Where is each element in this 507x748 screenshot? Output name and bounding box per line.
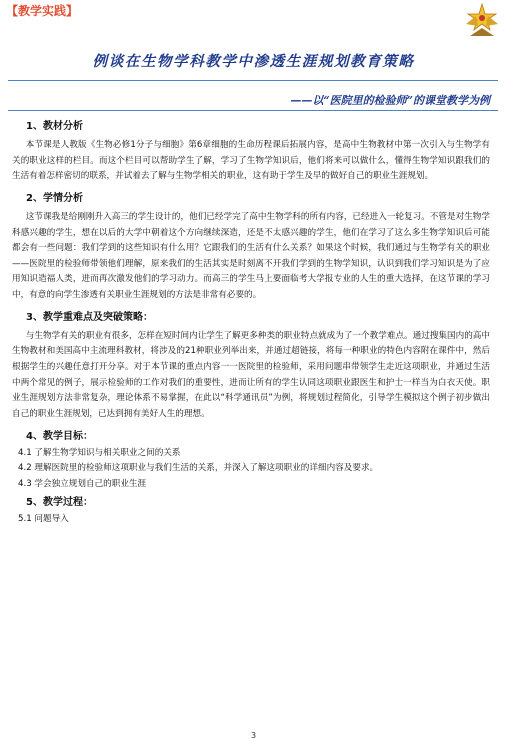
section-paragraph: 本节课是人教版《生物必修1分子与细胞》第6章细胞的生命历程课后拓展内容，是高中生物教材中第一次引入与生物学有关的职业这样的栏目。而这个栏目可以帮助学生了解，学习了生物学知识后，他们将来可以做什么，懂得生物学知识跟我们的生活有着怎样密切的联系，并试着去了解与生物学相关的职业，这有助于学生及早的做好自己的职业生涯规划。 — [12, 140, 490, 182]
document-title: 例谈在生物学科教学中渗透生涯规划教育策略 — [92, 53, 415, 70]
list-item: 4.2 理解医院里的检验师这项职业与我们生活的关系，并深入了解这项职业的详细内容及要求。 — [18, 463, 379, 474]
section-paragraph: 与生物学有关的职业有很多，怎样在短时间内让学生了解更多种类的职业特点就成为了一个教学难点。通过搜集国内的高中生物教材和美国高中主流理科教材，将涉及的21种职业列举出来，并通过超链接，将每一种职业的特色内容附在课件中，然后根据学生的兴趣任意打开分享。对于本节课的重点内容一一医院里的检验师，采用问题串带领学生走近这项职业，并通过生活中两个常见的例子，展示检验师的工作对我们的重要性，进而让所有的学生认同这项职业跟医生和护士一样当为白衣天使。职业生涯规划方法非常复杂，理论体系不易掌握，在此以“科学通讯员”为例，将规划过程简化，引导学生模拟这个例子初步做出自己的职业生涯规划，已达到拥有美好人生的理想。 — [12, 330, 490, 419]
subtitle-divider — [8, 110, 498, 111]
section-heading: 4、教学目标： — [26, 430, 93, 442]
section-heading: 3、教学重难点及突破策略： — [26, 311, 153, 323]
section-tag: 【教学实践】 — [6, 4, 79, 18]
document-subtitle: ——以“医院里的检验师”的课堂教学为例 — [290, 94, 490, 107]
section-heading: 1、教材分析 — [26, 121, 83, 132]
section-heading: 2、学情分析 — [26, 192, 83, 204]
logo-badge-icon — [462, 2, 502, 40]
section-paragraph: 这节课我是给刚刚升入高三的学生设计的，他们已经学完了高中生物学科的所有内容，已经进入一轮复习。不管是对生物学科感兴趣的学生，想在以后的大学中朝着这个方向继续深造，还是不太感兴趣的学生，他们在学习了这么多生物学知识后可能都会有一些问题：我们学到的这些知识有什么用？它跟我们的生活有什么关系？如果这个时候，我们通过与生物学有关的职业——医院里的检验师带领他们理解，原来我们的生活其实是时刻离不开我们学到的生物学知识，认识到我们学习知识是为了应用知识造福人类，进而再次激发他们的学习动力。而高三的学生马上要面临考大学报专业的人生的重大选择，在这节课的学习中，有意的向学生渗透有关职业生涯规划的方法是非常有必要的。 — [12, 211, 490, 301]
section-heading: 5、教学过程： — [26, 496, 93, 508]
title-divider — [8, 80, 498, 81]
list-item: 4.3 学会独立规划自己的职业生涯 — [18, 478, 147, 489]
list-item: 5.1 问题导入 — [18, 513, 69, 524]
list-item: 4.1 了解生物学知识与相关职业之间的关系 — [18, 447, 181, 458]
page-number: 3 — [250, 731, 257, 740]
document-body — [12, 117, 490, 527]
